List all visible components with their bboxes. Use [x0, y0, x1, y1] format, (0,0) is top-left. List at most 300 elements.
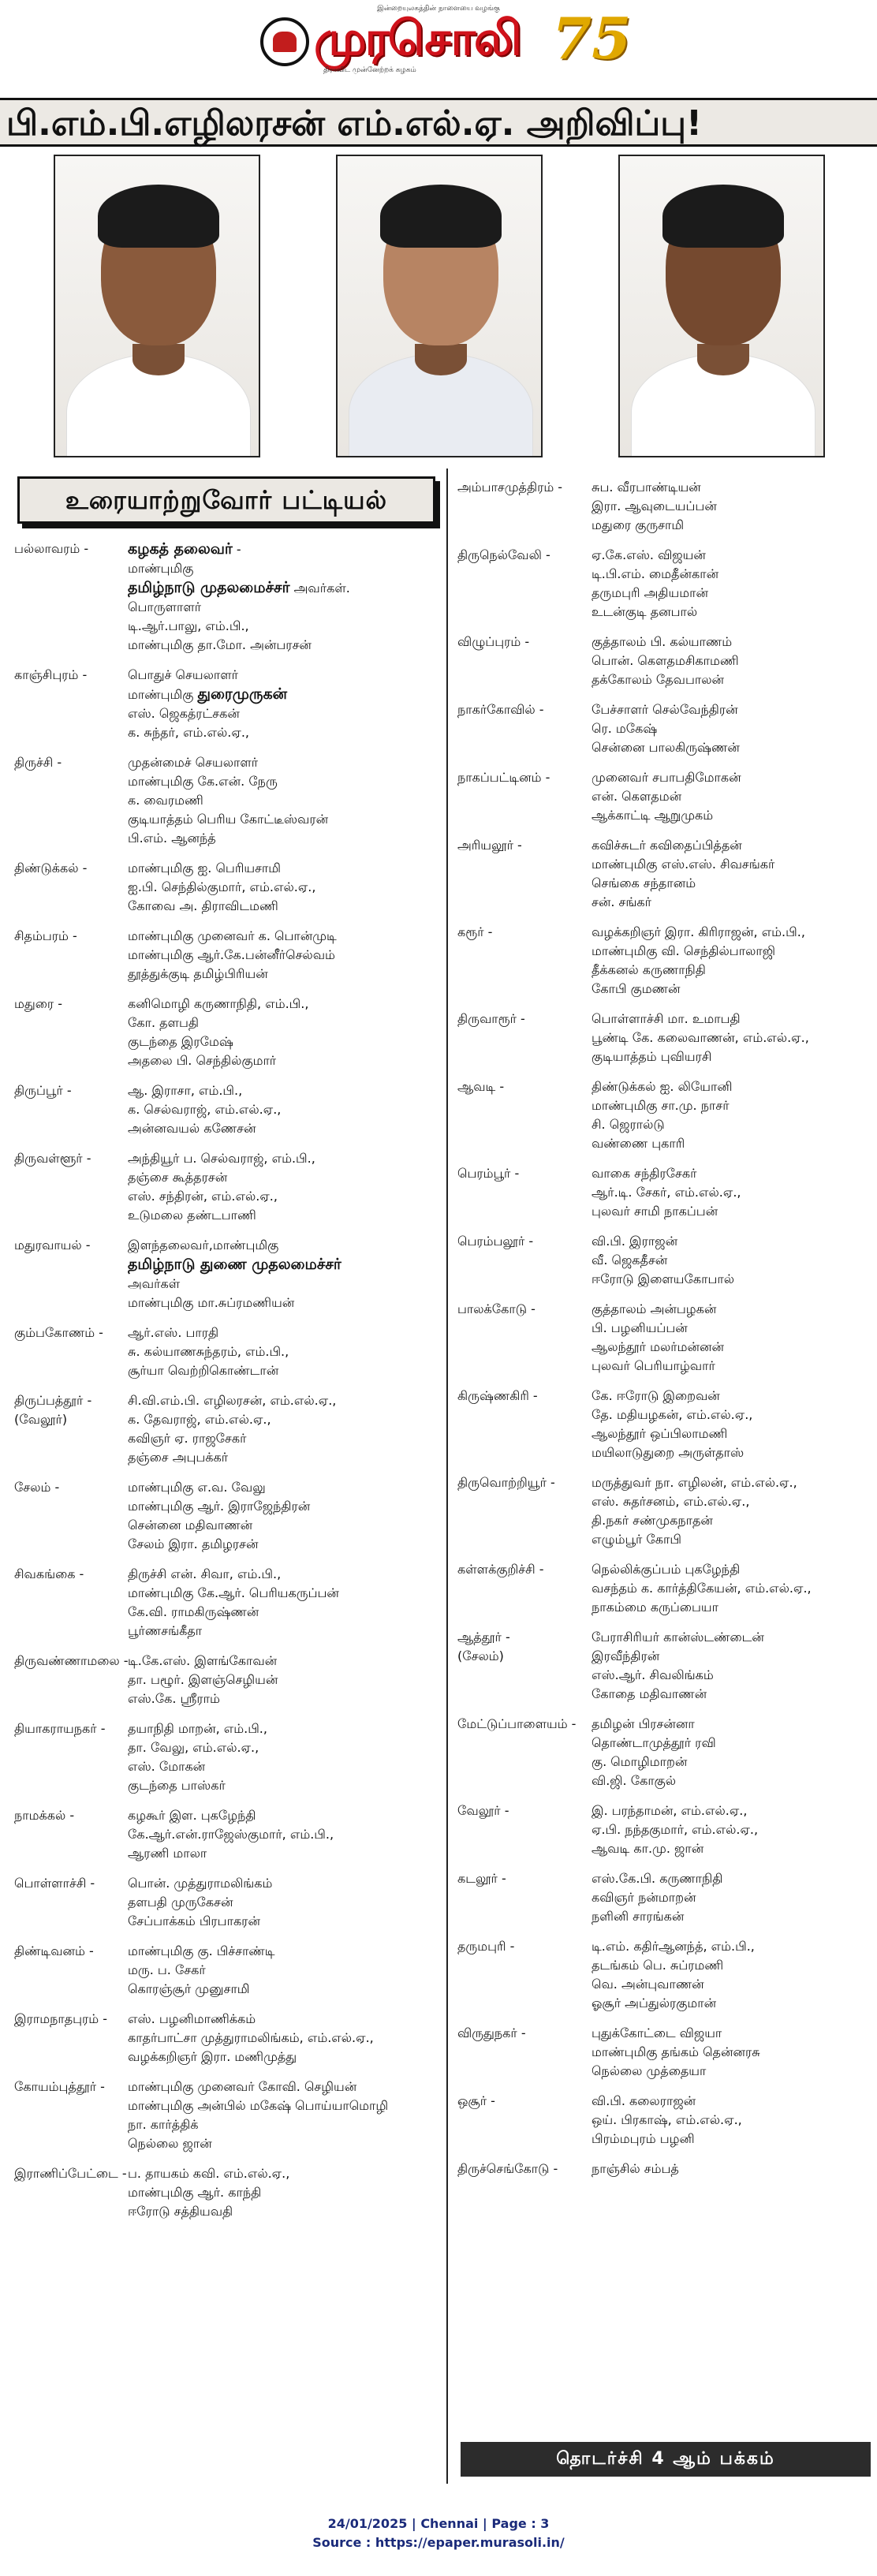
speaker-names — [592, 1628, 874, 1704]
speaker-name-line — [128, 2029, 440, 2048]
venue-name — [14, 1874, 128, 1931]
speaker-name-line — [128, 1323, 440, 1342]
speaker-name-text: எஸ்.ஆர். சிவலிங்கம் — [592, 1667, 714, 1682]
speaker-name-line — [128, 1719, 440, 1738]
speaker-name-line — [592, 1251, 874, 1270]
speaker-names — [592, 546, 874, 622]
venue-label: பல்லாவரம் - — [14, 541, 89, 556]
speaker-entry — [457, 836, 874, 912]
speaker-name-text: மாண்புமிகு எ.வ. வேலு — [128, 1480, 266, 1495]
speaker-name-text: ஈரோடு இளையகோபால் — [592, 1271, 734, 1286]
speaker-name-text: ரெ. மகேஷ் — [592, 721, 658, 736]
speaker-name-line — [128, 1032, 440, 1051]
speaker-name-text: பொருளாளர் — [128, 599, 202, 614]
speaker-name-text: வி.பி. இராஜன் — [592, 1234, 678, 1249]
speaker-name-line — [592, 961, 874, 980]
left-column — [14, 539, 440, 2232]
speaker-entry — [14, 2010, 440, 2066]
venue-label: திண்டுக்கல் - — [14, 861, 88, 875]
speaker-name-text: ஓசூர் அப்துல்ரகுமான் — [592, 1995, 717, 2010]
speaker-name-line — [128, 598, 440, 617]
speaker-name-line — [128, 2183, 440, 2202]
speaker-name-line — [592, 2160, 874, 2178]
venue-name — [14, 859, 128, 916]
speaker-name-line — [592, 1047, 874, 1066]
speaker-name-text: மாண்புமிகு முனைவர் க. பொன்முடி — [128, 928, 337, 943]
speaker-entry — [457, 546, 874, 622]
speaker-name-text: பி. பழனியப்பன் — [592, 1320, 688, 1335]
speaker-name-text: நா. கார்த்திக் — [128, 2117, 199, 2132]
speaker-name-line — [128, 1187, 440, 1206]
speaker-name-line — [128, 1119, 440, 1138]
speaker-name-line — [592, 1096, 874, 1115]
speaker-name-text: நெல்லிக்குப்பம் புகழேந்தி — [592, 1562, 741, 1577]
speaker-name-line — [592, 923, 874, 942]
venue-name — [14, 539, 128, 655]
speaker-names — [592, 1473, 874, 1549]
speaker-name-line — [592, 1975, 874, 1994]
speaker-name-text: பிரம்மபுரம் பழனி — [592, 2131, 695, 2146]
speaker-names — [592, 2160, 874, 2178]
speaker-entry — [14, 2164, 440, 2221]
venue-label: திருவள்ளூர் - — [14, 1151, 91, 1166]
venue-label: விழுப்புரம் - — [457, 634, 530, 649]
speaker-name-text: பூண்டி கே. கலைவாணன், எம்.எல்.ஏ., — [592, 1030, 809, 1045]
venue-label: மதுரவாயல் - — [14, 1238, 91, 1253]
speaker-name-text: மாண்புமிகு கே.என். நேரு — [128, 774, 278, 789]
speaker-name-line — [128, 1942, 440, 1961]
speaker-name-line — [128, 559, 440, 578]
speaker-name-line — [592, 1869, 874, 1888]
venue-label: பாலக்கோடு - — [457, 1301, 536, 1316]
speaker-entry — [14, 539, 440, 655]
venue-label: கிருஷ்ணகிரி - — [457, 1388, 538, 1403]
speaker-name-text: ஏ.பி. நந்தகுமார், எம்.எல்.ஏ., — [592, 1822, 759, 1837]
speaker-entry — [14, 1652, 440, 1708]
speaker-name-line — [592, 1232, 874, 1251]
venue-name — [14, 1478, 128, 1554]
logo-subtitle: திராவிட முன்னேற்றக் கழகம் — [323, 66, 416, 74]
speaker-names — [128, 859, 440, 916]
speaker-names — [128, 1081, 440, 1138]
footer-source-link[interactable]: Source : https://epaper.murasoli.in/ — [312, 2535, 565, 2550]
venue-label: கரூர் - — [457, 924, 493, 939]
speaker-name-text: மாண்புமிகு தா.மோ. அன்பரசன் — [128, 637, 312, 652]
venue-name — [14, 1391, 128, 1467]
speaker-name-text: அவர்கள் — [128, 1276, 181, 1291]
speaker-name-line — [592, 1183, 874, 1202]
speaker-name-text: சி. ஜெரால்டு — [592, 1117, 665, 1132]
speaker-name-text: மாண்புமிகு முனைவர் கோவி. செழியன் — [128, 2079, 357, 2094]
speaker-name-line — [128, 1738, 440, 1757]
speaker-name-line — [128, 772, 440, 791]
speaker-names — [592, 1232, 874, 1289]
speaker-entry — [457, 1232, 874, 1289]
speaker-name-text: மாண்புமிகு வி. செந்தில்பாலாஜி — [592, 943, 775, 958]
speaker-name-text: பேராசிரியர் கான்ஸ்டண்டைன் — [592, 1630, 764, 1645]
speaker-name-line — [128, 1478, 440, 1497]
speaker-entry — [14, 927, 440, 984]
speaker-name-line — [592, 516, 874, 535]
speaker-name-line — [128, 617, 440, 636]
speaker-name-text: மாண்புமிகு ஐ. பெரியசாமி — [128, 861, 282, 875]
speaker-name-line — [592, 836, 874, 855]
speaker-name-text: எஸ். பழனிமாணிக்கம் — [128, 2011, 256, 2026]
speaker-name-text: எஸ்.கே.பி. கருணாநிதி — [592, 1871, 723, 1886]
speaker-name-line — [592, 1473, 874, 1492]
speaker-names — [128, 1652, 440, 1708]
speaker-name-text: புலவர் பெரியாழ்வார் — [592, 1358, 715, 1373]
venue-label: கும்பகோணம் - — [14, 1325, 103, 1340]
venue-name — [457, 1387, 592, 1462]
speaker-name-text: எஸ். சுதர்சனம், எம்.எல்.ஏ., — [592, 1494, 750, 1509]
speaker-name-text: நெல்லை முத்தையா — [592, 2063, 707, 2078]
speaker-name-line — [128, 1168, 440, 1187]
speaker-entry — [457, 1937, 874, 2013]
speaker-name-line — [592, 1666, 874, 1685]
speaker-photo-2 — [336, 155, 543, 457]
speaker-name-line — [128, 927, 440, 946]
speaker-name-line — [128, 636, 440, 655]
speaker-name-text: கே. ஈரோடு இறைவன் — [592, 1388, 720, 1403]
speaker-name-line — [592, 1994, 874, 2013]
speaker-name-line — [592, 1511, 874, 1530]
speaker-name-line — [592, 2092, 874, 2111]
speaker-name-line — [592, 738, 874, 757]
speaker-name-text: மாண்புமிகு மா.சுப்ரமணியன் — [128, 1295, 295, 1310]
speaker-name-text: காதர்பாட்சா முத்துராமலிங்கம், எம்.எல்.ஏ., — [128, 2030, 374, 2045]
speaker-name-text: கோவை அ. திராவிடமணி — [128, 898, 278, 913]
speaker-name-text: பொன். கௌதமசிகாமணி — [592, 653, 739, 668]
speaker-names — [592, 1387, 874, 1462]
speaker-names — [128, 927, 440, 984]
speaker-entry — [14, 1478, 440, 1554]
venue-label: திருநெல்வேலி - — [457, 547, 550, 562]
speaker-name-text: திண்டுக்கல் ஐ. லியோனி — [592, 1079, 733, 1094]
venue-label: தியாகராயநகர் - — [14, 1721, 106, 1736]
speaker-name-line — [592, 787, 874, 806]
speaker-name-line — [592, 2111, 874, 2130]
speaker-name-line — [592, 1888, 874, 1907]
speaker-name-line — [592, 1492, 874, 1511]
venue-name — [457, 836, 592, 912]
speaker-name-text: நாஞ்சில் சம்பத் — [592, 2161, 679, 2176]
venue-label: ஆவடி - — [457, 1079, 505, 1094]
speaker-name-text: சேலம் இரா. தமிழரசன் — [128, 1536, 259, 1551]
speaker-name-text: மாண்புமிகு சா.மு. நாசர் — [592, 1098, 730, 1113]
venue-name — [457, 1715, 592, 1790]
speaker-name-text: சென்னை பாலகிருஷ்ணன் — [592, 740, 740, 755]
speaker-entry — [14, 1081, 440, 1138]
speaker-name-line — [128, 1014, 440, 1032]
speaker-name-line — [592, 1424, 874, 1443]
speaker-name-line — [592, 2024, 874, 2043]
speaker-name-line — [128, 791, 440, 810]
speaker-name-text: வாகை சந்திரசேகர் — [592, 1166, 697, 1181]
speaker-names — [592, 1937, 874, 2013]
speaker-name-text: கே.ஆர்.என்.ராஜேஸ்குமார், எம்.பி., — [128, 1827, 334, 1842]
speaker-name-text: பூர்ணசங்கீதா — [128, 1623, 203, 1638]
speaker-name-line — [128, 1912, 440, 1931]
speaker-name-line — [128, 1806, 440, 1825]
speaker-name-line — [592, 1164, 874, 1183]
speaker-entry — [457, 1801, 874, 1858]
speaker-entry — [457, 1387, 874, 1462]
speaker-name-text: பொன். முத்துராமலிங்கம் — [128, 1876, 273, 1891]
speaker-names — [128, 1149, 440, 1225]
venue-label: அரியலூர் - — [457, 838, 522, 853]
speaker-name-text: குடியாத்தம் பெரிய கோட்டீஸ்வரன் — [128, 812, 329, 827]
venue-label: வேலூர் - — [457, 1803, 509, 1818]
speaker-name-line — [128, 1961, 440, 1980]
speaker-name-text: தே. மதியழகன், எம்.எல்.ஏ., — [592, 1407, 753, 1422]
speaker-photo-3 — [618, 155, 825, 457]
speaker-name-text: கே.வி. ராமகிருஷ்ணன் — [128, 1604, 259, 1619]
venue-label: பொள்ளாச்சி - — [14, 1876, 95, 1891]
speaker-name-text: பி.எம். ஆனந்த் — [128, 831, 216, 846]
speaker-name-text: மயிலாடுதுறை அருள்தாஸ் — [592, 1445, 745, 1460]
venue-label: நாகப்பட்டினம் - — [457, 770, 550, 785]
venue-name — [457, 1010, 592, 1066]
venue-label: இராணிப்பேட்டை - — [14, 2166, 127, 2181]
speaker-names — [592, 1560, 874, 1617]
speaker-name-text: ஆவடி கா.மு. ஜான் — [592, 1841, 704, 1856]
speaker-name-text: திருச்சி என். சிவா, எம்.பி., — [128, 1566, 282, 1581]
venue-label: இராமநாதபுரம் - — [14, 2011, 108, 2026]
speaker-name-line — [128, 1603, 440, 1622]
speaker-name-text: டி.பி.எம். மைதீன்கான் — [592, 566, 719, 581]
speaker-name-text: கழகூர் இள. புகழேந்தி — [128, 1808, 256, 1823]
speaker-name-line — [128, 1236, 440, 1255]
speaker-name-line — [128, 965, 440, 984]
speaker-name-text: கோ. தளபதி — [128, 1015, 199, 1030]
speaker-name-line — [592, 893, 874, 912]
speaker-names — [128, 1323, 440, 1380]
speaker-entry — [457, 2160, 874, 2178]
speaker-name-text: தூத்துக்குடி தமிழ்பிரியன் — [128, 966, 268, 981]
venue-name — [457, 1077, 592, 1153]
speaker-name-text: மாண்புமிகு ஆர். காந்தி — [128, 2185, 262, 2200]
speaker-name-line — [128, 810, 440, 829]
speaker-name-text: க. சுந்தர், எம்.எல்.ஏ., — [128, 725, 249, 740]
venue-label: ஆத்தூர் - — [457, 1630, 510, 1645]
speaker-name-line — [128, 1448, 440, 1467]
speaker-name-line — [592, 2062, 874, 2081]
speaker-name-line — [592, 1839, 874, 1858]
speaker-names — [592, 2024, 874, 2081]
venue-label: அம்பாசமுத்திரம் - — [457, 480, 563, 495]
venue-name — [457, 1232, 592, 1289]
speaker-name-text: க. செல்வராஜ், எம்.எல்.ஏ., — [128, 1102, 282, 1117]
speaker-names — [128, 753, 440, 848]
speaker-name-text: குத்தாலம் பி. கல்யாணம் — [592, 634, 733, 649]
speaker-name-line — [592, 603, 874, 622]
speaker-name-text: பொள்ளாச்சி மா. உமாபதி — [592, 1011, 741, 1026]
speaker-name-line — [592, 719, 874, 738]
venue-name — [14, 1719, 128, 1795]
speaker-entry — [457, 700, 874, 757]
speaker-name-text: மருத்துவர் நா. எழிலன், எம்.எல்.ஏ., — [592, 1475, 797, 1490]
speaker-names — [128, 1565, 440, 1641]
speaker-name-line — [592, 700, 874, 719]
continued-text: தொடர்ச்சி 4 ஆம் பக்கம் — [556, 2449, 775, 2469]
venue-label: நாகர்கோவில் - — [457, 702, 544, 717]
speaker-name-line — [592, 768, 874, 787]
speaker-name-text: வழக்கறிஞர் இரா. மணிமுத்து — [128, 2049, 297, 2064]
speaker-name-text: ஆர்.எஸ். பாரதி — [128, 1325, 219, 1340]
speaker-name-text: தொண்டாமுத்தூர் ரவி — [592, 1735, 716, 1750]
speaker-name-line — [592, 1077, 874, 1096]
speaker-name-text: தி.நகர் சண்முகநாதன் — [592, 1513, 713, 1528]
venue-name — [457, 2160, 592, 2178]
venue-name — [457, 1300, 592, 1376]
speaker-name-text: மாண்புமிகு — [128, 687, 198, 702]
speaker-name-line — [592, 855, 874, 874]
venue-label: பெரம்பலூர் - — [457, 1234, 534, 1249]
speaker-names — [128, 666, 440, 742]
venue-name — [457, 2092, 592, 2149]
venue-name — [457, 478, 592, 535]
venue-label: திருச்சி - — [14, 755, 62, 770]
speaker-name-text: அன்னவயல் கணேசன் — [128, 1121, 256, 1136]
speaker-name-line — [128, 2164, 440, 2183]
speaker-name-text: தஞ்சை அபுபக்கர் — [128, 1450, 229, 1465]
venue-name — [14, 1236, 128, 1312]
speaker-name-line — [592, 1406, 874, 1424]
speaker-name-text: வெ. அன்புவாணன் — [592, 1977, 704, 1992]
speaker-name-text: டி.கே.எஸ். இளங்கோவன் — [128, 1653, 278, 1668]
speaker-name-line — [592, 1598, 874, 1617]
speaker-name-line — [128, 1893, 440, 1912]
venue-label: சிதம்பரம் - — [14, 928, 77, 943]
speaker-name-line — [128, 1565, 440, 1584]
speaker-name-line — [592, 1029, 874, 1047]
speaker-name-line — [128, 1342, 440, 1361]
venue-name — [457, 1164, 592, 1221]
speaker-name-text: கவிஞர் நன்மாறன் — [592, 1890, 696, 1905]
speaker-entry — [14, 1565, 440, 1641]
speaker-name-line — [592, 1270, 874, 1289]
speaker-entry — [14, 1942, 440, 1999]
speaker-entry — [457, 1715, 874, 1790]
speaker-name-text: மாண்புமிகு ஆர்.கே.பன்னீர்செல்வம் — [128, 947, 335, 962]
speaker-name-line — [128, 1051, 440, 1070]
speaker-name-line — [592, 1357, 874, 1376]
speaker-name-text: - — [232, 542, 241, 557]
speaker-name-line — [592, 1443, 874, 1462]
speaker-names — [128, 539, 440, 655]
speaker-name-line — [592, 2130, 874, 2149]
speaker-name-line — [592, 1647, 874, 1666]
speaker-name-text: சி.வி.எம்.பி. எழிலரசன், எம்.எல்.ஏ., — [128, 1393, 337, 1408]
speaker-name-text: ஆலந்தூர் மலர்மன்னன் — [592, 1339, 725, 1354]
venue-label: திருவாரூர் - — [457, 1011, 525, 1026]
speaker-name-text: இரவீந்திரன் — [592, 1648, 660, 1663]
speaker-name-line — [128, 2115, 440, 2134]
speaker-name-text: பேச்சாளர் செல்வேந்திரன் — [592, 702, 738, 717]
speaker-name-line — [128, 2078, 440, 2096]
speaker-name-text: வசந்தம் க. கார்த்திகேயன், எம்.எல்.ஏ., — [592, 1581, 812, 1596]
speaker-name-line — [128, 1429, 440, 1448]
venue-label: தருமபுரி - — [457, 1939, 515, 1954]
speaker-name-line — [128, 539, 440, 559]
speaker-name-line — [592, 546, 874, 565]
speaker-name-text: உடன்குடி தனபால் — [592, 604, 698, 619]
speaker-name-line — [128, 1516, 440, 1535]
speaker-name-text: நளினி சாரங்கன் — [592, 1909, 685, 1924]
speaker-name-line — [592, 1579, 874, 1598]
speaker-photo-1 — [54, 155, 260, 457]
speaker-name-line — [592, 1771, 874, 1790]
venue-label: மதுரை - — [14, 996, 63, 1011]
speaker-name-line — [128, 1391, 440, 1410]
speaker-name-text: குத்தாலம் அன்பழகன் — [592, 1301, 717, 1316]
speaker-name-text: மாண்புமிகு கு. பிச்சாண்டி — [128, 1943, 275, 1958]
anniversary-badge: 75 — [552, 5, 632, 72]
speaker-name-line — [592, 565, 874, 584]
speaker-name-line — [128, 1294, 440, 1312]
speaker-name-line — [128, 1255, 440, 1275]
speaker-name-text: மாண்புமிகு ஆர். இராஜேந்திரன் — [128, 1499, 311, 1514]
speaker-name-text: எஸ். சந்திரன், எம்.எல்.ஏ., — [128, 1189, 278, 1204]
venue-label: ஒசூர் - — [457, 2093, 495, 2108]
venue-name — [14, 1806, 128, 1863]
venue-name — [14, 666, 128, 742]
venue-name — [457, 2024, 592, 2081]
speaker-name-line — [128, 1757, 440, 1776]
speaker-entry — [14, 2078, 440, 2153]
speaker-names — [128, 1719, 440, 1795]
speaker-name-text: செங்கை சந்தானம் — [592, 875, 696, 890]
speaker-entry — [457, 1473, 874, 1549]
speakers-list-title-text: உரையாற்றுவோர் பட்டியல் — [65, 485, 388, 515]
speaker-name-line — [128, 704, 440, 723]
speaker-names — [592, 768, 874, 825]
speaker-name-line — [592, 1907, 874, 1926]
speaker-name-text: இ. பரந்தாமன், எம்.எல்.ஏ., — [592, 1803, 748, 1818]
speaker-name-text: ஆ. இராசா, எம்.பி., — [128, 1083, 243, 1098]
speaker-names — [128, 1874, 440, 1931]
speaker-entry — [14, 1236, 440, 1312]
speaker-name-line — [128, 829, 440, 848]
venue-name — [14, 2078, 128, 2153]
speaker-name-text: டி.எம். கதிர்ஆனந்த், எம்.பி., — [592, 1939, 755, 1954]
speaker-name-text: வண்ணை புகாரி — [592, 1136, 685, 1151]
speaker-name-line — [592, 670, 874, 689]
speaker-name-line — [592, 806, 874, 825]
speaker-name-line — [128, 753, 440, 772]
speaker-name-text: தா. பழூர். இளஞ்செழியன் — [128, 1672, 278, 1687]
speaker-name-line — [592, 1115, 874, 1134]
speaker-name-line — [128, 685, 440, 704]
venue-name — [457, 1801, 592, 1858]
venue-label: சிவகங்கை - — [14, 1566, 84, 1581]
speaker-name-text: தா. வேலு, எம்.எல்.ஏ., — [128, 1740, 259, 1755]
venue-name — [14, 2010, 128, 2066]
speaker-name-line — [128, 878, 440, 897]
speaker-names — [128, 2078, 440, 2153]
speaker-entry — [14, 1149, 440, 1225]
continued-banner — [461, 2442, 871, 2477]
speaker-name-line — [128, 1980, 440, 1999]
speaker-name-line — [592, 478, 874, 497]
venue-label: கள்ளக்குறிச்சி - — [457, 1562, 544, 1577]
speaker-entry — [14, 1874, 440, 1931]
speaker-name-text: கவிச்சுடர் கவிதைப்பித்தன் — [592, 838, 742, 853]
speaker-name-text: எஸ். மோகன் — [128, 1759, 206, 1774]
speaker-name-line — [128, 859, 440, 878]
speaker-name-text: துரைமுருகன் — [197, 685, 288, 703]
